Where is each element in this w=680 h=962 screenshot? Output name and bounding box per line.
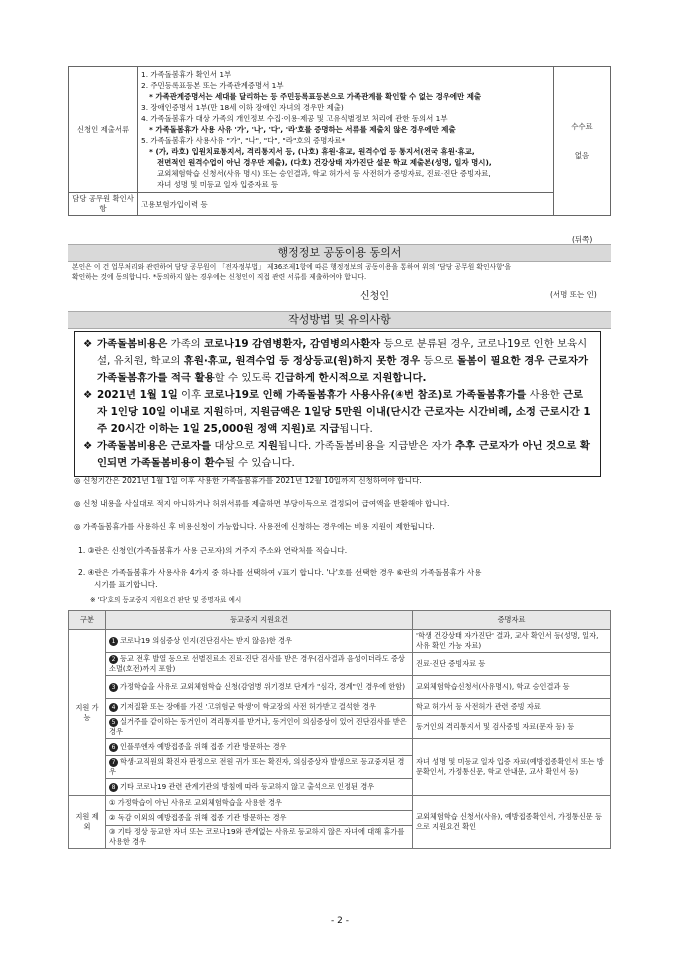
notice-text: 긴급하게 한시적으로 지원합니다.	[274, 372, 427, 384]
notice-item	[83, 387, 592, 438]
number-badge: 6	[109, 743, 118, 752]
fee-cell	[554, 67, 611, 216]
fee-label: 수수료	[571, 122, 593, 131]
officer-label-cell	[69, 193, 138, 216]
number-badge: 2	[109, 655, 118, 664]
notice-text: 돌봄이 필요한 경우 근로자가 가족돌봄휴가를 적극 활용	[97, 355, 589, 384]
officer-value: 고용보험가입이력 등	[141, 199, 208, 209]
evidence-cell: 학교 허가서 등 사전허가 관련 증빙 자료	[413, 699, 611, 716]
exclude-evidence: 교외체험학습 신청서(사유), 예방접종확인서, 가정통신문 등으로 지원요건 확인	[413, 796, 611, 849]
consent-title: 행정정보 공동이용 동의서	[68, 244, 611, 262]
notice-text: 됩니다. 가족돌봄비용을 지급받은 자가	[277, 440, 455, 452]
diamond-bullet-icon: ❖	[83, 389, 93, 401]
notice-text: 될 수 있습니다.	[224, 457, 295, 469]
attendance-criteria-table	[68, 610, 611, 849]
notice-text: 할 수 있도록	[214, 372, 275, 384]
evidence-cell: 진료·진단 증빙자료 등	[413, 653, 611, 676]
signature-label: (서명 또는 인)	[550, 290, 597, 299]
notice-text: 코로나19로 인해 가족돌봄휴가 사용사유(④번 참조)로 가족돌봄휴가를	[204, 389, 527, 401]
notice-box	[74, 331, 601, 477]
notice-text: 하며,	[223, 406, 251, 418]
support-row	[106, 676, 413, 699]
notice-text: 지원	[257, 440, 278, 452]
exclude-text: 독감 이외의 예방접종을 위해 접종 기관 방문하는 경우	[117, 813, 287, 822]
number-badge: 8	[109, 783, 118, 792]
guide-title: 작성방법 및 유의사항	[68, 311, 611, 329]
support-text: 등교 전후 발열 등으로 선별진료소 진료·진단 검사를 받은 경우(검사결과 음성이더라도 증상 소멸(호전)까지 포함)	[109, 654, 405, 673]
exclude-label: 지원 제외	[69, 796, 106, 849]
notice-text: 추후 근로자가 아닌 것으로 확인되면 가족돌봄비용이 환수	[97, 440, 590, 469]
notice-item	[83, 336, 592, 387]
notice-text: 됩니다.	[339, 423, 373, 435]
support-text: 학생·교직원의 확진자 판정으로 전원 귀가 또는 확진자, 의심증상자 발생으로 등교중지된 경우	[109, 757, 405, 776]
support-text: 기타 코로나19 관련 관계기관의 방침에 따라 등교하지 않고 출석으로 인정된 경우	[120, 782, 375, 791]
support-row	[106, 739, 413, 756]
exclude-text: 기타 정상 등교한 자녀 또는 코로나19와 관계없는 사유로 등교하지 않은 자녀에 대해 휴가를 사용한 경우	[109, 827, 405, 846]
doc-line: 1. 가족돌봄휴가 확인서 1부	[141, 70, 232, 79]
support-row	[106, 699, 413, 716]
diamond-bullet-icon: ❖	[83, 338, 93, 350]
officer-label: 담당 공무원 확인사항	[72, 194, 134, 213]
exclude-number: ③	[109, 827, 116, 836]
guide-line: ◎ 신청 내용을 사실대로 적지 아니하거나 허위서류를 제출하면 부당이득으로 결정되어 급여액을 반환해야 합니다.	[74, 499, 450, 508]
support-row	[106, 756, 413, 779]
header-evidence: 증명자료	[413, 611, 611, 630]
notice-text: 가족돌봄비용은	[97, 338, 168, 350]
consent-body	[72, 262, 612, 282]
support-text: 실거주를 같이하는 동거인이 격리통지를 받거나, 동거인이 의심증상이 있어 진단검사를 받은 경우	[109, 717, 407, 736]
notice-text: 등으로 분류된 경우, 코로나19로 인한 보육시설, 유치원, 학교의	[97, 338, 588, 367]
notice-text: 가족돌봄비용은 근로자를	[97, 440, 212, 452]
guide-line: 시기를 표기합니다.	[94, 580, 158, 589]
evidence-cell: 자녀 성명 및 미등교 일자 입증 자료(예방접종확인서 또는 방문확인서, 가정통신문, 학교 안내문, 교사 확인서 등)	[413, 739, 611, 796]
support-label: 지원 가능	[69, 630, 106, 796]
doc-line: 5. 가족돌봄휴가 사용사유 "가", "나", "다", "라"호의 증명자료*	[141, 136, 346, 145]
notice-text: 지원금액은 1일당 5만원 이내(단시간 근로자는 시간비례, 소정 근로시간 1주 20시간 이하는 1일 25,000원 정액 지원)로 지급	[97, 406, 591, 435]
doc-line: 전면적인 원격수업이 아닌 경우만 제출), (다호) 건강상태 자가진단 설문 학교 제출본(성명, 일자 명시),	[157, 158, 492, 167]
notice-text: 사용한	[526, 389, 563, 401]
support-text: 인플루엔자 예방접종을 위해 접종 기관 방문하는 경우	[120, 742, 287, 751]
page-number: - 2 -	[331, 916, 349, 926]
evidence-cell: '학생 건강상태 자가진단' 결과, 교사 확인서 등(성명, 일자, 사유 확인 가능 자료)	[413, 630, 611, 653]
back-page-label: (뒤쪽)	[572, 235, 593, 244]
guide-line: 2. ④란은 가족돌봄휴가 사용사유 4가지 중 하나를 선택하여 √표기 합니다. '나'호를 선택한 경우 ⑥란의 가족돌봄휴가 사용	[78, 568, 482, 577]
number-badge: 1	[109, 637, 118, 646]
doc-line: 교외체험학습 신청서(사유 명시) 또는 승인결과, 학교 허가서 등 사전허가 증빙자료, 진료·진단 증빙자료,	[157, 169, 491, 178]
support-row	[106, 630, 413, 653]
header-criteria: 등교중지 지원요건	[106, 611, 413, 630]
notice-item	[83, 438, 592, 472]
number-badge: 5	[109, 718, 118, 727]
notice-text: 휴원·휴교, 원격수업 등 정상등교(원)하지 못한 경우	[183, 355, 421, 367]
notice-text: 근로자 1인당 10일 이내로 지원	[97, 389, 584, 418]
guide-line: 1. ③란은 신청인(가족돌봄휴가 사용 근로자)의 거주지 주소와 연락처를 적습니다.	[78, 546, 348, 555]
doc-line: * (가, 라호) 입원치료통지서, 격리통지서 등, (나호) 휴원·휴교, 원격수업 등 통지서(전국 휴원·휴교,	[149, 147, 475, 156]
guide-line: ◎ 가족돌봄휴가를 사용하신 후 비용신청이 가능합니다. 사용전에 신청하는 경우에는 비용 지원이 제한됩니다.	[74, 522, 435, 531]
doc-line: 자녀 성명 및 미등교 일자 입증자료 등	[157, 180, 279, 189]
exclude-text: 가정학습이 아닌 사유로 교외체험학습을 사용한 경우	[117, 798, 282, 807]
support-row	[106, 653, 413, 676]
officer-value-cell	[138, 193, 554, 216]
support-text: 가정학습을 사유로 교외체험학습 신청(감염병 위기경보 단계가 "심각, 경계"인 경우에 한함)	[120, 682, 406, 691]
doc-line: 2. 주민등록표등본 또는 가족관계증명서 1부	[141, 81, 284, 90]
exclude-row	[106, 811, 413, 826]
support-text: 기저질환 또는 장애를 가진 '고위험군 학생'이 학교장의 사전 허가받고 결석한 경우	[120, 702, 376, 711]
evidence-cell: 교외체험학습신청서(사유명시), 학교 승인결과 등	[413, 676, 611, 699]
notice-text: 이후	[177, 389, 205, 401]
support-row	[106, 716, 413, 739]
consent-body-line: 확인하는 것에 동의합니다. *동의하지 않는 경우에는 신청인이 직접 관련 서류를 제출하여야 합니다.	[72, 273, 367, 281]
number-badge: 7	[109, 758, 118, 767]
docs-label: 신청인 제출서류	[76, 125, 130, 134]
docs-list-cell	[138, 67, 554, 193]
consent-body-line: 본인은 이 건 업무처리와 관련하여 담당 공무원이 「전자정부법」 제36조제1항에 따른 행정정보의 공동이용을 통하여 위의 '담당 공무원 확인사항'을	[72, 263, 512, 271]
number-badge: 4	[109, 703, 118, 712]
docs-label-cell	[69, 67, 138, 193]
support-row	[106, 779, 413, 796]
support-text: 코로나19 의심증상 인지(진단검사는 받지 않음)한 경우	[120, 636, 292, 645]
diamond-bullet-icon: ❖	[83, 440, 93, 452]
header-category: 구분	[69, 611, 106, 630]
number-badge: 3	[109, 683, 118, 692]
applicant-label: 신청인	[360, 291, 389, 302]
notice-text: 등으로	[420, 355, 457, 367]
guide-line: ◎ 신청기간은 2021년 1월 1일 이후 사용한 가족돌봄휴가를 2021년 12월 10일까지 신청하여야 합니다.	[74, 476, 422, 485]
evidence-cell: 동거인의 격리통지서 및 검사증빙 자료(문자 등) 등	[413, 716, 611, 739]
doc-line: * 가족돌봄휴가 사용 사유 '가', '나', '다', '라'호를 증명하는 서류를 제출치 않은 경우에만 제출	[149, 125, 456, 134]
exclude-row	[106, 796, 413, 811]
notice-text: 대상으로	[211, 440, 258, 452]
notice-text: 코로나19 감염병환자, 감염병의사환자	[203, 338, 381, 350]
exclude-number: ①	[109, 798, 116, 807]
notice-text: 가족의	[167, 338, 204, 350]
fee-value: 없음	[574, 151, 590, 160]
exclude-number: ②	[109, 813, 116, 822]
guide-line: ※ '다'호의 등교중지 지원요건 판단 및 증명자료 예시	[90, 596, 242, 604]
exclude-row	[106, 826, 413, 849]
doc-line: 4. 가족돌봄휴가 대상 가족의 개인정보 수집·이용·제공 및 고유식별정보 처리에 관한 동의서 1부	[141, 114, 448, 123]
doc-line: * 가족관계증명서는 세대를 달리하는 등 주민등록표등본으로 가족관계를 확인할 수 없는 경우에만 제출	[149, 92, 482, 101]
doc-line: 3. 장애인증명서 1부(만 18세 이하 장애인 자녀의 경우만 제출)	[141, 103, 344, 112]
required-documents-table	[68, 66, 611, 216]
notice-text: 2021년 1월 1일	[97, 389, 178, 401]
